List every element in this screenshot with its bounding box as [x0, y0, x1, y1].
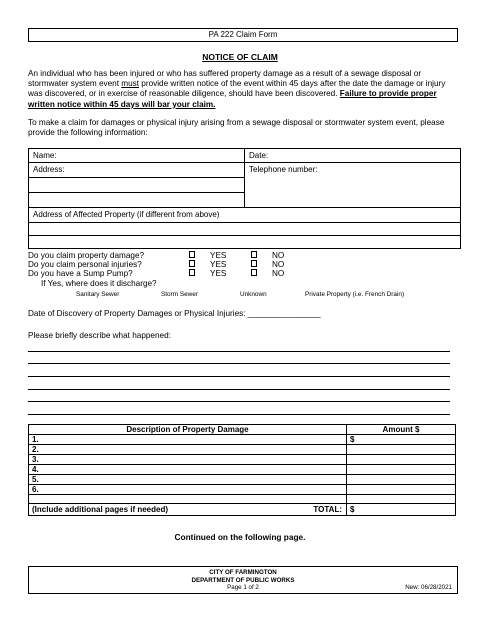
option-storm-sewer[interactable]: Storm Sewer [161, 291, 198, 298]
table-total-row [28, 503, 347, 516]
option-private-property[interactable]: Private Property (i.e. French Drain) [305, 291, 405, 298]
affected-address-field[interactable] [28, 207, 461, 223]
page-number: Page 1 of 2 [227, 584, 259, 591]
property-damage-no-checkbox[interactable] [251, 251, 257, 258]
footer-city: CITY OF FARMINGTON [209, 569, 277, 576]
intro-warning: Failure to provide proper written notice within 45 days will bar your claim. [28, 89, 437, 109]
footer [28, 566, 458, 594]
footer-department: DEPARTMENT OF PUBLIC WORKS [191, 576, 295, 584]
form-name: PA 222 Claim Form [208, 30, 278, 39]
affected-address-line-3[interactable] [28, 235, 461, 249]
no-label: NO [272, 260, 285, 269]
intro-paragraph-2: To make a claim for damages or physical injury arising from a sewage disposal or stormwater system event, please provide the following information: [28, 118, 445, 138]
table-row[interactable]: 1. [28, 434, 347, 445]
affected-address-label: Address of Affected Property (if different from above) [33, 210, 220, 219]
table-row[interactable]: 4. [28, 464, 347, 475]
question-personal-injuries: Do you claim personal injuries? [28, 260, 142, 269]
address-line-3[interactable] [28, 192, 245, 208]
description-line[interactable] [28, 376, 450, 377]
affected-address-line-2[interactable] [28, 222, 461, 236]
telephone-label: Telephone number: [249, 165, 318, 174]
name-field[interactable] [28, 148, 245, 163]
sump-pump-yes-checkbox[interactable] [189, 269, 195, 276]
table-row-amount[interactable]: $ [346, 434, 456, 445]
description-line[interactable] [28, 389, 450, 390]
discovery-date-field[interactable]: Date of Discovery of Property Damages or Physical Injuries: ________________ [28, 309, 321, 318]
description-line[interactable] [28, 363, 450, 364]
yes-label: YES [210, 269, 227, 278]
table-row[interactable]: 2. [28, 444, 347, 455]
table-header-amount: Amount $ [346, 424, 456, 435]
page-title: NOTICE OF CLAIM [202, 52, 278, 62]
telephone-field[interactable] [244, 162, 461, 208]
date-field[interactable] [244, 148, 461, 163]
description-line[interactable] [28, 414, 450, 415]
address-label: Address: [33, 165, 65, 174]
form-name-header [28, 28, 458, 42]
no-label: NO [272, 269, 285, 278]
continued-note: Continued on the following page. [174, 532, 306, 542]
property-damage-yes-checkbox[interactable] [189, 251, 195, 258]
yes-label: YES [210, 251, 227, 260]
address-field[interactable] [28, 162, 245, 178]
date-label: Date: [249, 151, 269, 160]
personal-injuries-yes-checkbox[interactable] [189, 260, 195, 267]
description-line[interactable] [28, 351, 450, 352]
intro-paragraph-1 [28, 69, 460, 110]
total-amount[interactable]: $ [346, 503, 456, 516]
address-line-2[interactable] [28, 177, 245, 193]
question-discharge: If Yes, where does it discharge? [41, 279, 157, 288]
intro-must: must [121, 79, 140, 89]
option-sanitary-sewer[interactable]: Sanitary Sewer [76, 291, 120, 298]
total-label: TOTAL: [313, 505, 342, 514]
question-sump-pump: Do you have a Sump Pump? [28, 269, 133, 278]
question-property-damage: Do you claim property damage? [28, 251, 145, 260]
description-line[interactable] [28, 401, 450, 402]
yes-label: YES [210, 260, 227, 269]
intro-text-b: provide written notice of the event within 45 days after the date the damage or injury was discovered, or in exercise of reasonable diligence, should have been discovered. [28, 79, 446, 99]
sump-pump-no-checkbox[interactable] [251, 269, 257, 276]
table-row[interactable]: 6. [28, 484, 347, 495]
option-unknown[interactable]: Unknown [240, 291, 267, 298]
table-row[interactable]: 3. [28, 454, 347, 465]
personal-injuries-no-checkbox[interactable] [251, 260, 257, 267]
no-label: NO [272, 251, 285, 260]
table-row[interactable]: 5. [28, 474, 347, 485]
describe-label: Please briefly describe what happened: [28, 331, 171, 340]
intro-text-a: An individual who has been injured or who has suffered property damage as a result of a sewage disposal or stormwater system event [28, 69, 422, 89]
revision-date: New: 06/28/2021 [405, 584, 452, 591]
additional-pages-note: (Include additional pages if needed) [32, 505, 169, 514]
table-header-description: Description of Property Damage [28, 424, 347, 435]
name-label: Name: [33, 151, 57, 160]
